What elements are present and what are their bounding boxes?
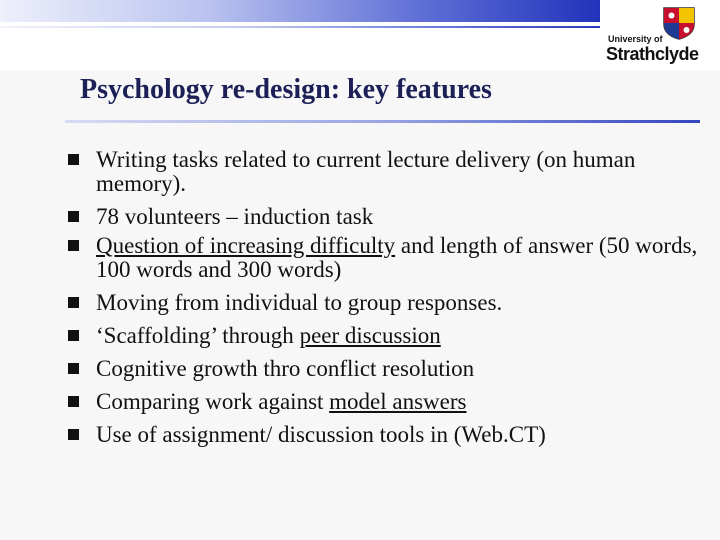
bullet-text: and length of answer (50 words, 100 words and 300 words) <box>96 233 698 282</box>
university-logo <box>604 6 714 68</box>
title-underline-rule <box>65 120 700 123</box>
bullet-text: Comparing work against <box>96 389 330 414</box>
logo-university-of-text: University of <box>608 34 663 44</box>
bullet-text: Use of assignment/ discussion tools in (Web.CT) <box>96 422 546 447</box>
header-thin-line <box>0 26 600 28</box>
square-bullet-icon <box>68 297 79 308</box>
square-bullet-icon <box>68 240 79 251</box>
bullet-text: ‘Scaffolding’ through <box>96 323 300 348</box>
bullet-item <box>68 324 698 348</box>
logo-strathclyde-text: Strathclyde <box>606 44 699 64</box>
bullet-underlined-text: peer discussion <box>299 323 441 348</box>
bullet-item <box>68 234 698 282</box>
crest-icon <box>662 6 696 40</box>
square-bullet-icon <box>68 330 79 341</box>
bullet-item <box>68 357 698 381</box>
header-gradient-bar <box>0 0 600 22</box>
bullet-text: Writing tasks related to current lecture delivery (on human memory). <box>96 147 636 196</box>
bullet-item <box>68 390 698 414</box>
bullet-text: Moving from individual to group responses. <box>96 290 503 315</box>
bullet-item <box>68 423 698 447</box>
square-bullet-icon <box>68 211 79 222</box>
square-bullet-icon <box>68 154 79 165</box>
square-bullet-icon <box>68 396 79 407</box>
slide-title: Psychology re-design: key features <box>80 74 492 105</box>
bullet-underlined-text: model answers <box>329 389 467 414</box>
bullet-item <box>68 205 698 229</box>
bullet-text: 78 volunteers – induction task <box>96 204 374 229</box>
bullet-item <box>68 291 698 315</box>
bullet-underlined-text: Question of increasing difficulty <box>96 233 396 258</box>
bullet-text: Cognitive growth thro conflict resolution <box>96 356 475 381</box>
bullet-list <box>68 148 698 456</box>
square-bullet-icon <box>68 429 79 440</box>
bullet-item <box>68 148 698 196</box>
square-bullet-icon <box>68 363 79 374</box>
